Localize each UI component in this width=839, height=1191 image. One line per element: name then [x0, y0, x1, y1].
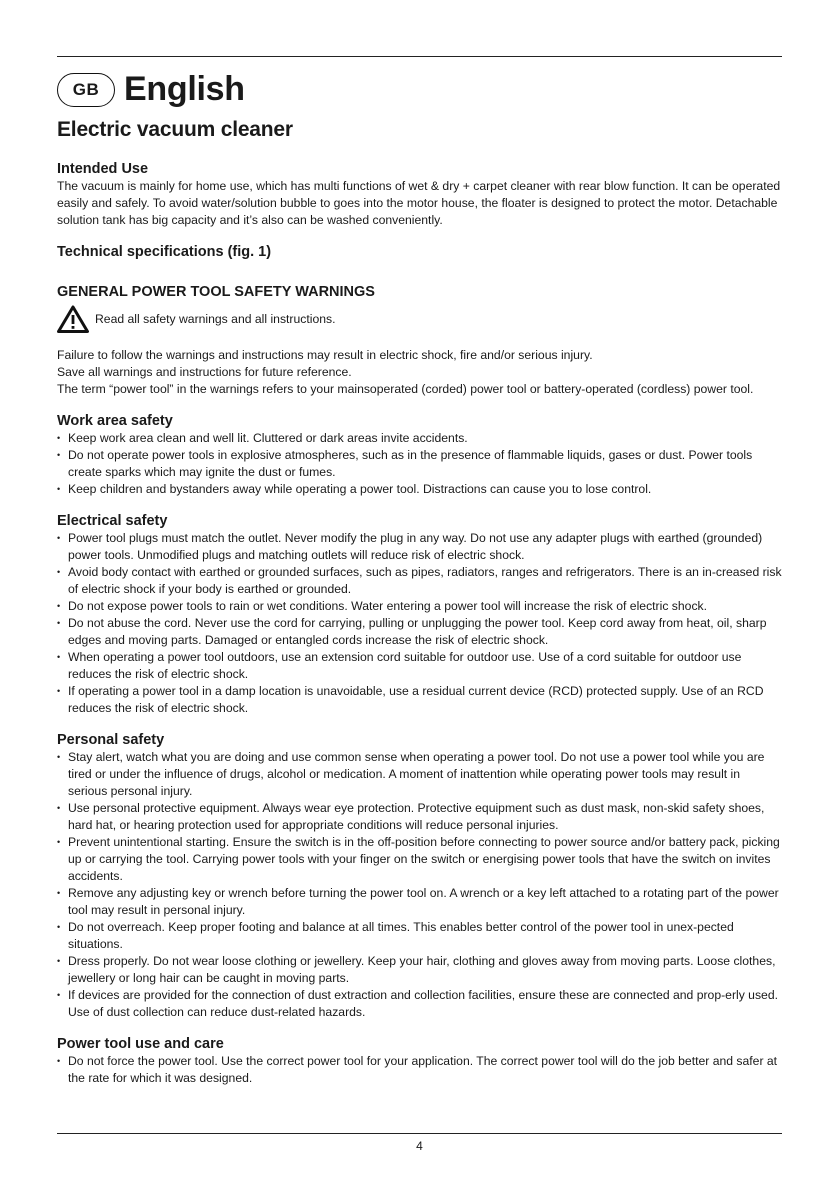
- list-item: • Do not operate power tools in explosive atmospheres, such as in the presence of flammable liquids, gases or dust. Power tools create sparks which may ignite the dust or fumes.: [57, 447, 782, 481]
- list-item: • Dress properly. Do not wear loose clothing or jewellery. Keep your hair, clothing and gloves away from moving parts. Loose clothes, jewellery or long hair can be caught in moving parts.: [57, 953, 782, 987]
- work-area-section: [57, 412, 782, 498]
- intended-use-text: The vacuum is mainly for home use, which has multi functions of wet & dry + carpet cleaner with rear blow function. It can be operated easily and safely. To avoid water/solution bubble to goes into the motor house, the floater is designed to protect the motor. Detachable solution tank has big capacity and it’s also can be washed conveniently.: [57, 179, 781, 227]
- electrical-section: [57, 512, 782, 717]
- list-item: • If devices are provided for the connection of dust extraction and collection facilities, ensure these are connected and prop-erly used. Use of dust collection can reduce dust-related hazards.: [57, 987, 782, 1021]
- country-badge: GB: [57, 73, 115, 107]
- tech-specs-section: [57, 243, 782, 261]
- list-item: • Prevent unintentional starting. Ensure the switch is in the off-position before connecting to power source and/or battery pack, picking up or carrying the tool. Carrying power tools with your finger on the switch or energising power tools that have the switch on invites accidents.: [57, 834, 782, 885]
- list-item: • When operating a power tool outdoors, use an extension cord suitable for outdoor use. Use of a cord suitable for outdoor use reduces the risk of electric shock.: [57, 649, 782, 683]
- general-warnings-heading: GENERAL POWER TOOL SAFETY WARNINGS: [57, 284, 375, 300]
- electrical-heading: Electrical safety: [57, 513, 168, 529]
- general-line-1: Failure to follow the warnings and instructions may result in electric shock, fire and/or serious injury.: [57, 348, 593, 362]
- personal-list: [57, 749, 782, 1021]
- list-item: • Keep work area clean and well lit. Cluttered or dark areas invite accidents.: [57, 430, 782, 447]
- personal-heading: Personal safety: [57, 732, 165, 748]
- list-item: • Do not expose power tools to rain or wet conditions. Water entering a power tool will increase the risk of electric shock.: [57, 598, 782, 615]
- power-tool-use-list: [57, 1053, 782, 1087]
- work-area-heading: Work area safety: [57, 413, 173, 429]
- list-item: • Avoid body contact with earthed or grounded surfaces, such as pipes, radiators, ranges and refrigerators. There is an in-creased risk of electric shock if your body is earthed or grounded.: [57, 564, 782, 598]
- list-item: • Remove any adjusting key or wrench before turning the power tool on. A wrench or a key left attached to a rotating part of the power tool may result in personal injury.: [57, 885, 782, 919]
- general-line-3: The term “power tool” in the warnings refers to your mainsoperated (corded) power tool or battery-operated (cordless) power tool.: [57, 382, 754, 396]
- general-line-2: Save all warnings and instructions for future reference.: [57, 365, 352, 379]
- warning-text: Read all safety warnings and all instructions.: [95, 311, 336, 326]
- warning-row: [57, 305, 782, 333]
- language-header: [57, 70, 245, 109]
- intended-use-heading: Intended Use: [57, 161, 149, 177]
- list-item: • Keep children and bystanders away while operating a power tool. Distractions can cause you to lose control.: [57, 481, 782, 498]
- personal-section: [57, 731, 782, 1021]
- general-warnings-section: [57, 283, 782, 398]
- top-rule: [57, 56, 782, 57]
- tech-specs-heading: Technical specifications (fig. 1): [57, 244, 272, 260]
- list-item: • If operating a power tool in a damp location is unavoidable, use a residual current device (RCD) protected supply. Use of an RCD reduces the risk of electric shock.: [57, 683, 782, 717]
- work-area-list: [57, 430, 782, 498]
- list-item: • Power tool plugs must match the outlet. Never modify the plug in any way. Do not use any adapter plugs with earthed (grounded) power tools. Unmodified plugs and matching outlets will reduce risk of electric shock.: [57, 530, 782, 564]
- page-number: 4: [416, 1139, 423, 1153]
- intended-use-section: [57, 160, 782, 229]
- bottom-rule: [57, 1133, 782, 1134]
- warning-triangle-icon: [57, 305, 89, 333]
- list-item: • Use personal protective equipment. Always wear eye protection. Protective equipment such as dust mask, non-skid safety shoes, hard hat, or hearing protection used for appropriate conditions will reduce personal injuries.: [57, 800, 782, 834]
- document-body: [57, 160, 782, 1101]
- power-tool-use-section: [57, 1035, 782, 1087]
- power-tool-use-heading: Power tool use and care: [57, 1036, 224, 1052]
- language-title: English: [124, 70, 245, 108]
- list-item: • Do not overreach. Keep proper footing and balance at all times. This enables better control of the power tool in unex-pected situations.: [57, 919, 782, 953]
- list-item: • Stay alert, watch what you are doing and use common sense when operating a power tool. Do not use a power tool while you are tired or under the influence of drugs, alcohol or medication. A moment of inattention while operating power tools may result in serious personal injury.: [57, 749, 782, 800]
- electrical-list: [57, 530, 782, 717]
- list-item: • Do not abuse the cord. Never use the cord for carrying, pulling or unplugging the power tool. Keep cord away from heat, oil, sharp edges and moving parts. Damaged or entangled cords increase the risk of electric shock.: [57, 615, 782, 649]
- document-title: Electric vacuum cleaner: [57, 118, 293, 141]
- list-item: • Do not force the power tool. Use the correct power tool for your application. The correct power tool will do the job better and safer at the rate for which it was designed.: [57, 1053, 782, 1087]
